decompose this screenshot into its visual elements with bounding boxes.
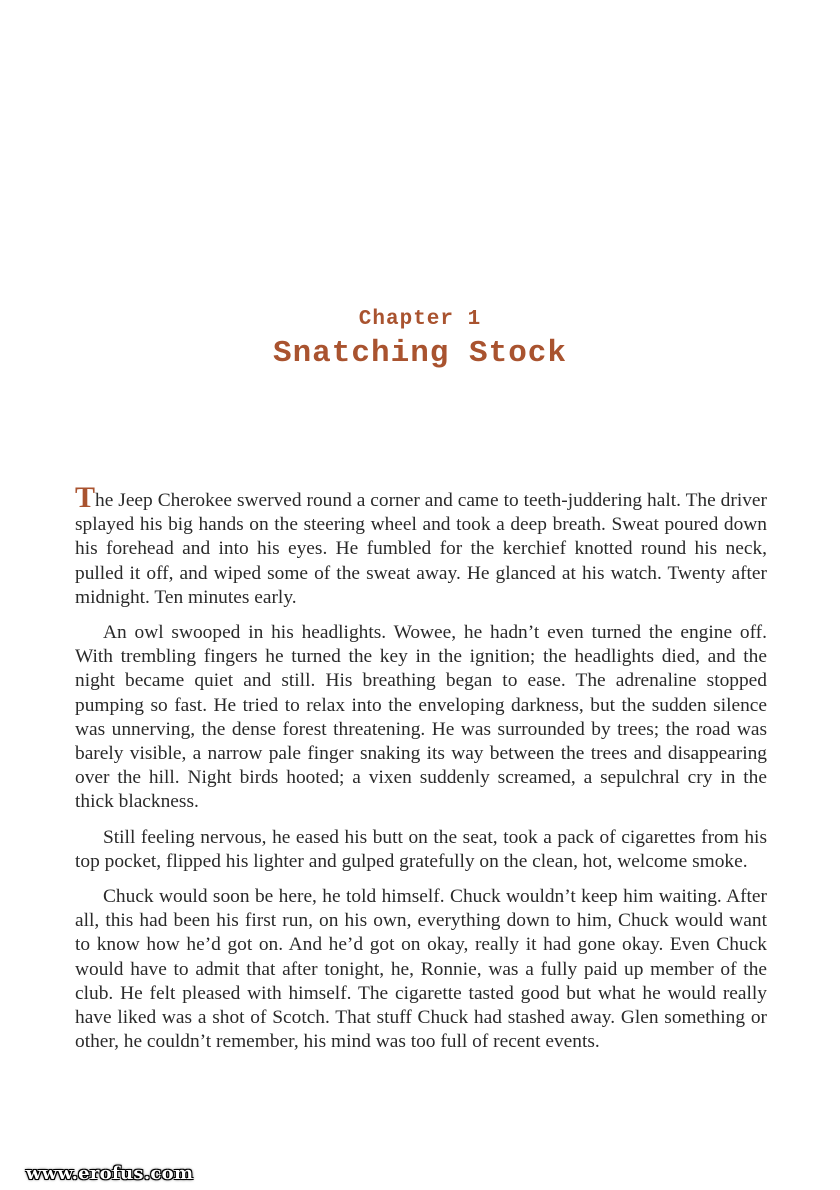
chapter-title: Snatching Stock [272, 336, 568, 371]
paragraph: Chuck would soon be here, he told himself. Chuck wouldn’t keep him waiting. After all, this had been his first run, on his own, everything down to him, Chuck would want to know how he’d got on. And he’d got on okay, really it had gone okay. Even Chuck would have to admit that after tonight, he, Ronnie, was a fully paid up member of the club. He felt pleased with himself. The cigarette tasted good but what he would really have liked was a shot of Scotch. That stuff Chuck had stashed away. Glen something or other, he couldn’t remember, his mind was too full of recent events. [75, 886, 767, 1053]
drop-cap: T [75, 481, 96, 514]
chapter-number: Chapter 1 [358, 308, 482, 331]
chapter-body [75, 481, 767, 1065]
watermark: www.erofus.com [26, 1163, 194, 1184]
paragraph: Still feeling nervous, he eased his butt on the seat, took a pack of cigarettes from his top pocket, flipped his lighter and gulped gratefully on the clean, hot, welcome smoke. [75, 826, 767, 872]
paragraph-text: he Jeep Cherokee swerved round a corner and came to teeth-juddering halt. The driver splayed his big hands on the steering wheel and took a deep breath. Sweat poured down his forehead and into his eyes. He fumbled for the kerchief knotted round his neck, pulled it off, and wiped some of the sweat away. He glanced at his watch. Twenty after midnight. Ten minutes early. [75, 490, 767, 608]
paragraph [75, 481, 767, 610]
paragraph: An owl swooped in his headlights. Wowee, he hadn’t even turned the engine off. With trembling fingers he turned the key in the ignition; the headlights died, and the night became quiet and still. His breathing began to ease. The adrenaline stopped pumping so fast. He tried to relax into the enveloping darkness, but the sudden silence was unnerving, the dense forest threatening. He was surrounded by trees; the road was barely visible, a narrow pale finger snaking its way between the trees and disappearing over the hill. Night birds hooted; a vixen suddenly screamed, a sepulchral cry in the thick blackness. [75, 622, 767, 813]
